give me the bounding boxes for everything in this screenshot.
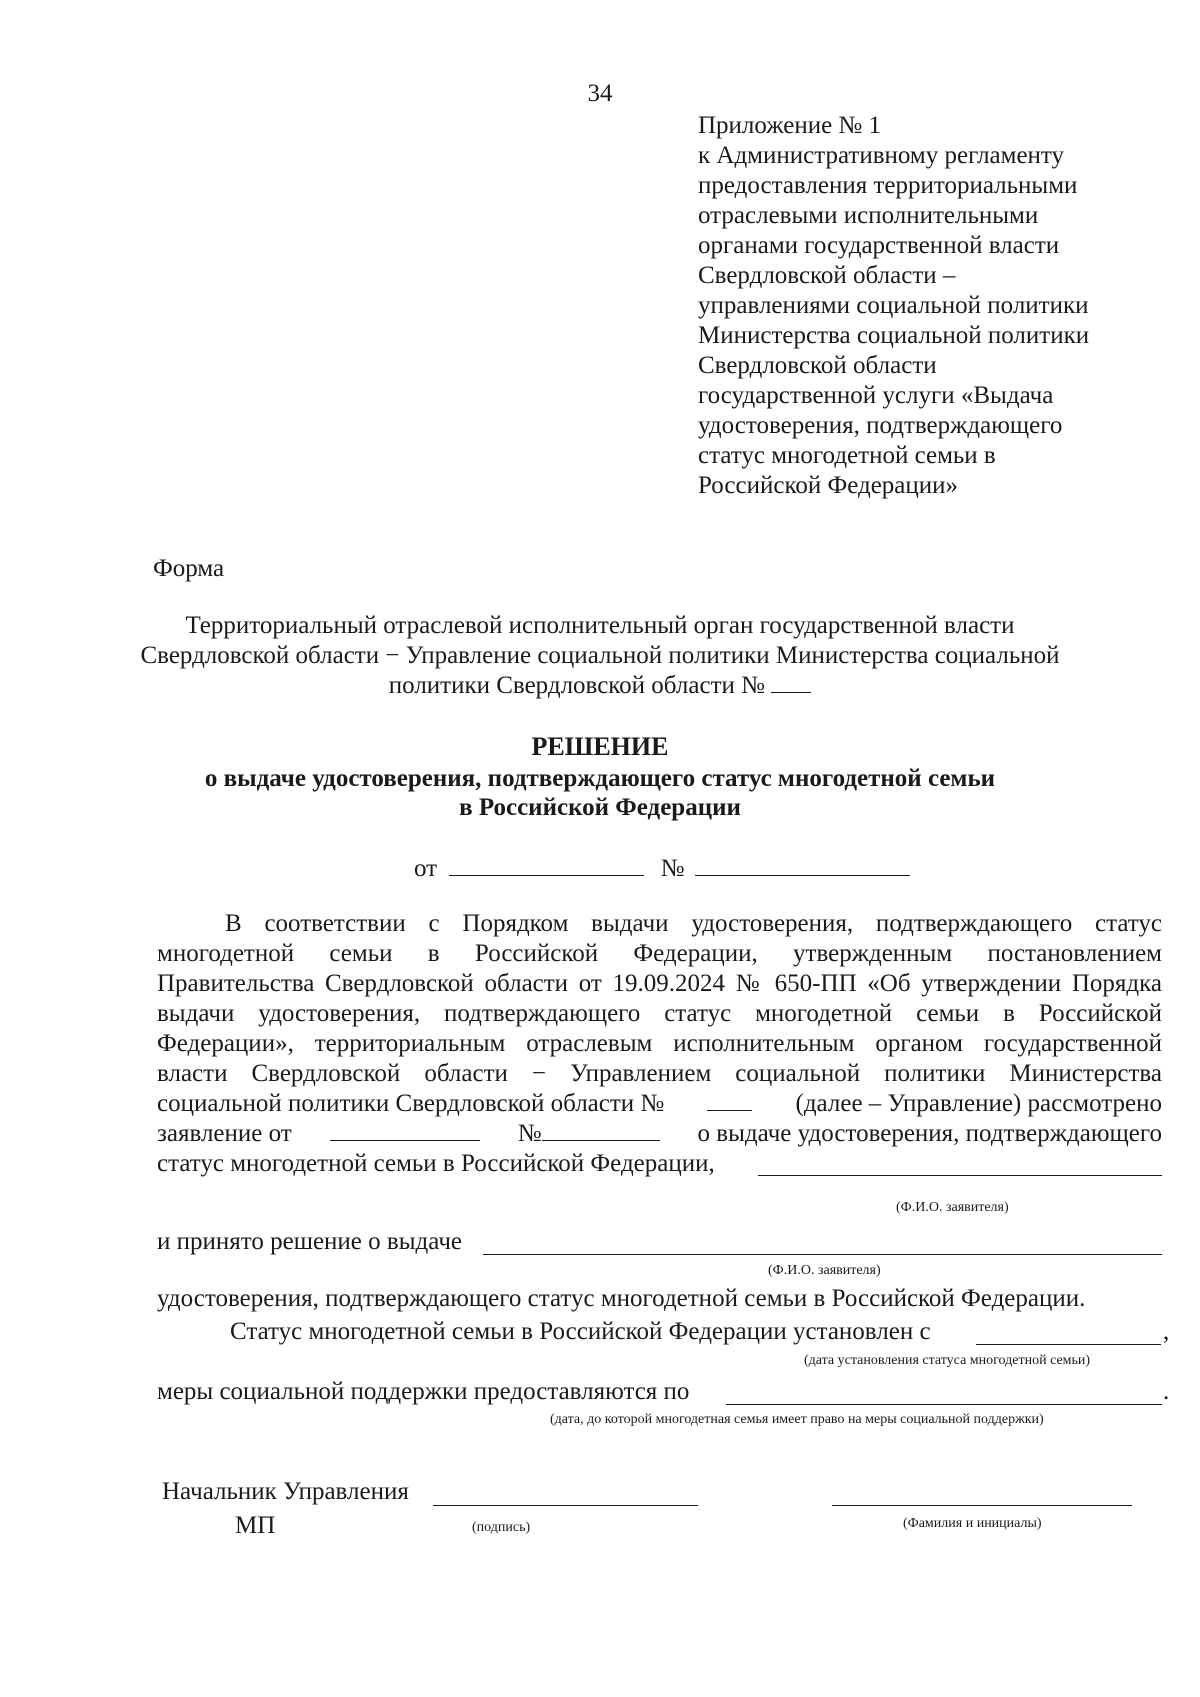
body-text: заявление от <box>157 1120 292 1147</box>
appendix-line: предоставления территориальными <box>698 172 1078 199</box>
body-line: выдачи удостоверения, подтверждающего статус многодетной семьи в Российской <box>157 1000 1162 1027</box>
support-date-blank[interactable] <box>726 1404 1162 1405</box>
subtitle-line-2: в Российской Федерации <box>459 794 741 821</box>
caption-support-date: (дата, до которой многодетная семья имеет право на меры социальной поддержки) <box>550 1412 1044 1427</box>
caption-status-date: (дата установления статуса многодетной семьи) <box>804 1353 1091 1368</box>
name-initials-blank[interactable] <box>832 1505 1132 1506</box>
department-number-blank[interactable] <box>707 1109 752 1111</box>
body-text: социальной политики Свердловской области № <box>157 1090 665 1117</box>
certificate-line: удостоверения, подтверждающего статус многодетной семьи в Российской Федерации. <box>157 1285 1086 1312</box>
decision-number-label: № <box>660 855 685 882</box>
caption-fio: (Ф.И.О. заявителя) <box>896 1200 1009 1215</box>
application-number-label <box>518 1120 660 1148</box>
signature-blank[interactable] <box>433 1505 698 1506</box>
body-text: № <box>517 1120 542 1147</box>
authority-number-blank[interactable] <box>771 691 811 693</box>
application-number-blank[interactable] <box>542 1139 660 1141</box>
body-line: многодетной семьи в Российской Федерации, утвержденным постановлением <box>157 940 1162 967</box>
support-period: . <box>1163 1378 1170 1405</box>
appendix-line: удостоверения, подтверждающего <box>698 412 1063 439</box>
body-line: В соответствии с Порядком выдачи удостоверения, подтверждающего статус <box>225 910 1162 937</box>
appendix-line: государственной услуги «Выдача <box>698 382 1054 409</box>
body-text: о выдаче удостоверения, подтверждающего <box>697 1120 1162 1147</box>
appendix-line: Министерства социальной политики <box>698 322 1090 349</box>
date-from-label: от <box>414 855 438 882</box>
signature-head: Начальник Управления <box>162 1478 409 1505</box>
appendix-line: управлениями социальной политики <box>698 292 1089 319</box>
body-line: Федерации», территориальным отраслевым исполнительным органом государственной <box>157 1030 1162 1057</box>
appendix-line: органами государственной власти <box>698 232 1060 259</box>
caption-signature: (подпись) <box>472 1520 531 1535</box>
body-line-department-number <box>157 1090 1162 1118</box>
appendix-line: статус многодетной семьи в <box>698 442 996 469</box>
seal-label: МП <box>235 1512 276 1539</box>
authority-line-1: Территориальный отраслевой исполнительный орган государственной власти <box>185 612 1015 639</box>
decision-date-blank[interactable] <box>449 874 644 876</box>
status-comma: , <box>1163 1318 1170 1345</box>
applicant-name-blank[interactable] <box>758 1175 1162 1176</box>
page-number: 34 <box>587 80 613 107</box>
application-date-blank[interactable] <box>330 1139 480 1141</box>
body-line-application <box>157 1120 1162 1148</box>
status-date-blank[interactable] <box>976 1344 1161 1345</box>
support-line: меры социальной поддержки предоставляются по <box>157 1378 690 1405</box>
appendix-line: к Административному регламенту <box>698 142 1065 169</box>
authority-line-3-text: политики Свердловской области № <box>388 672 765 699</box>
appendix-line: Свердловской области – <box>698 262 956 289</box>
appendix-line: отраслевыми исполнительными <box>698 202 1039 229</box>
body-line: статус многодетной семьи в Российской Федерации, <box>157 1150 715 1177</box>
status-line: Статус многодетной семьи в Российской Федерации установлен с <box>230 1318 931 1345</box>
form-label: Форма <box>153 555 225 582</box>
body-line: власти Свердловской области − Управлением социальной политики Министерства <box>157 1060 1162 1087</box>
appendix-line: Приложение № 1 <box>698 112 882 139</box>
caption-fio: (Ф.И.О. заявителя) <box>768 1263 881 1278</box>
subtitle-line-1: о выдаче удостоверения, подтверждающего статус многодетной семьи <box>204 765 996 792</box>
document-title: РЕШЕНИЕ <box>531 732 669 761</box>
caption-name-initials: (Фамилия и инициалы) <box>903 1516 1042 1531</box>
authority-line-2: Свердловской области − Управление социальной политики Министерства социальной <box>140 642 1060 669</box>
body-line: Правительства Свердловской области от 19.09.2024 № 650-ПП «Об утверждении Порядка <box>157 970 1162 997</box>
decision-number-blank[interactable] <box>695 874 910 876</box>
date-number-line <box>414 855 910 883</box>
appendix-line: Свердловской области <box>698 352 937 379</box>
appendix-line: Российской Федерации» <box>698 472 959 499</box>
body-text: (далее – Управление) рассмотрено <box>795 1090 1162 1117</box>
authority-line-3 <box>0 672 1200 700</box>
decision-line: и принято решение о выдаче <box>157 1228 462 1255</box>
recipient-name-blank[interactable] <box>483 1254 1162 1255</box>
